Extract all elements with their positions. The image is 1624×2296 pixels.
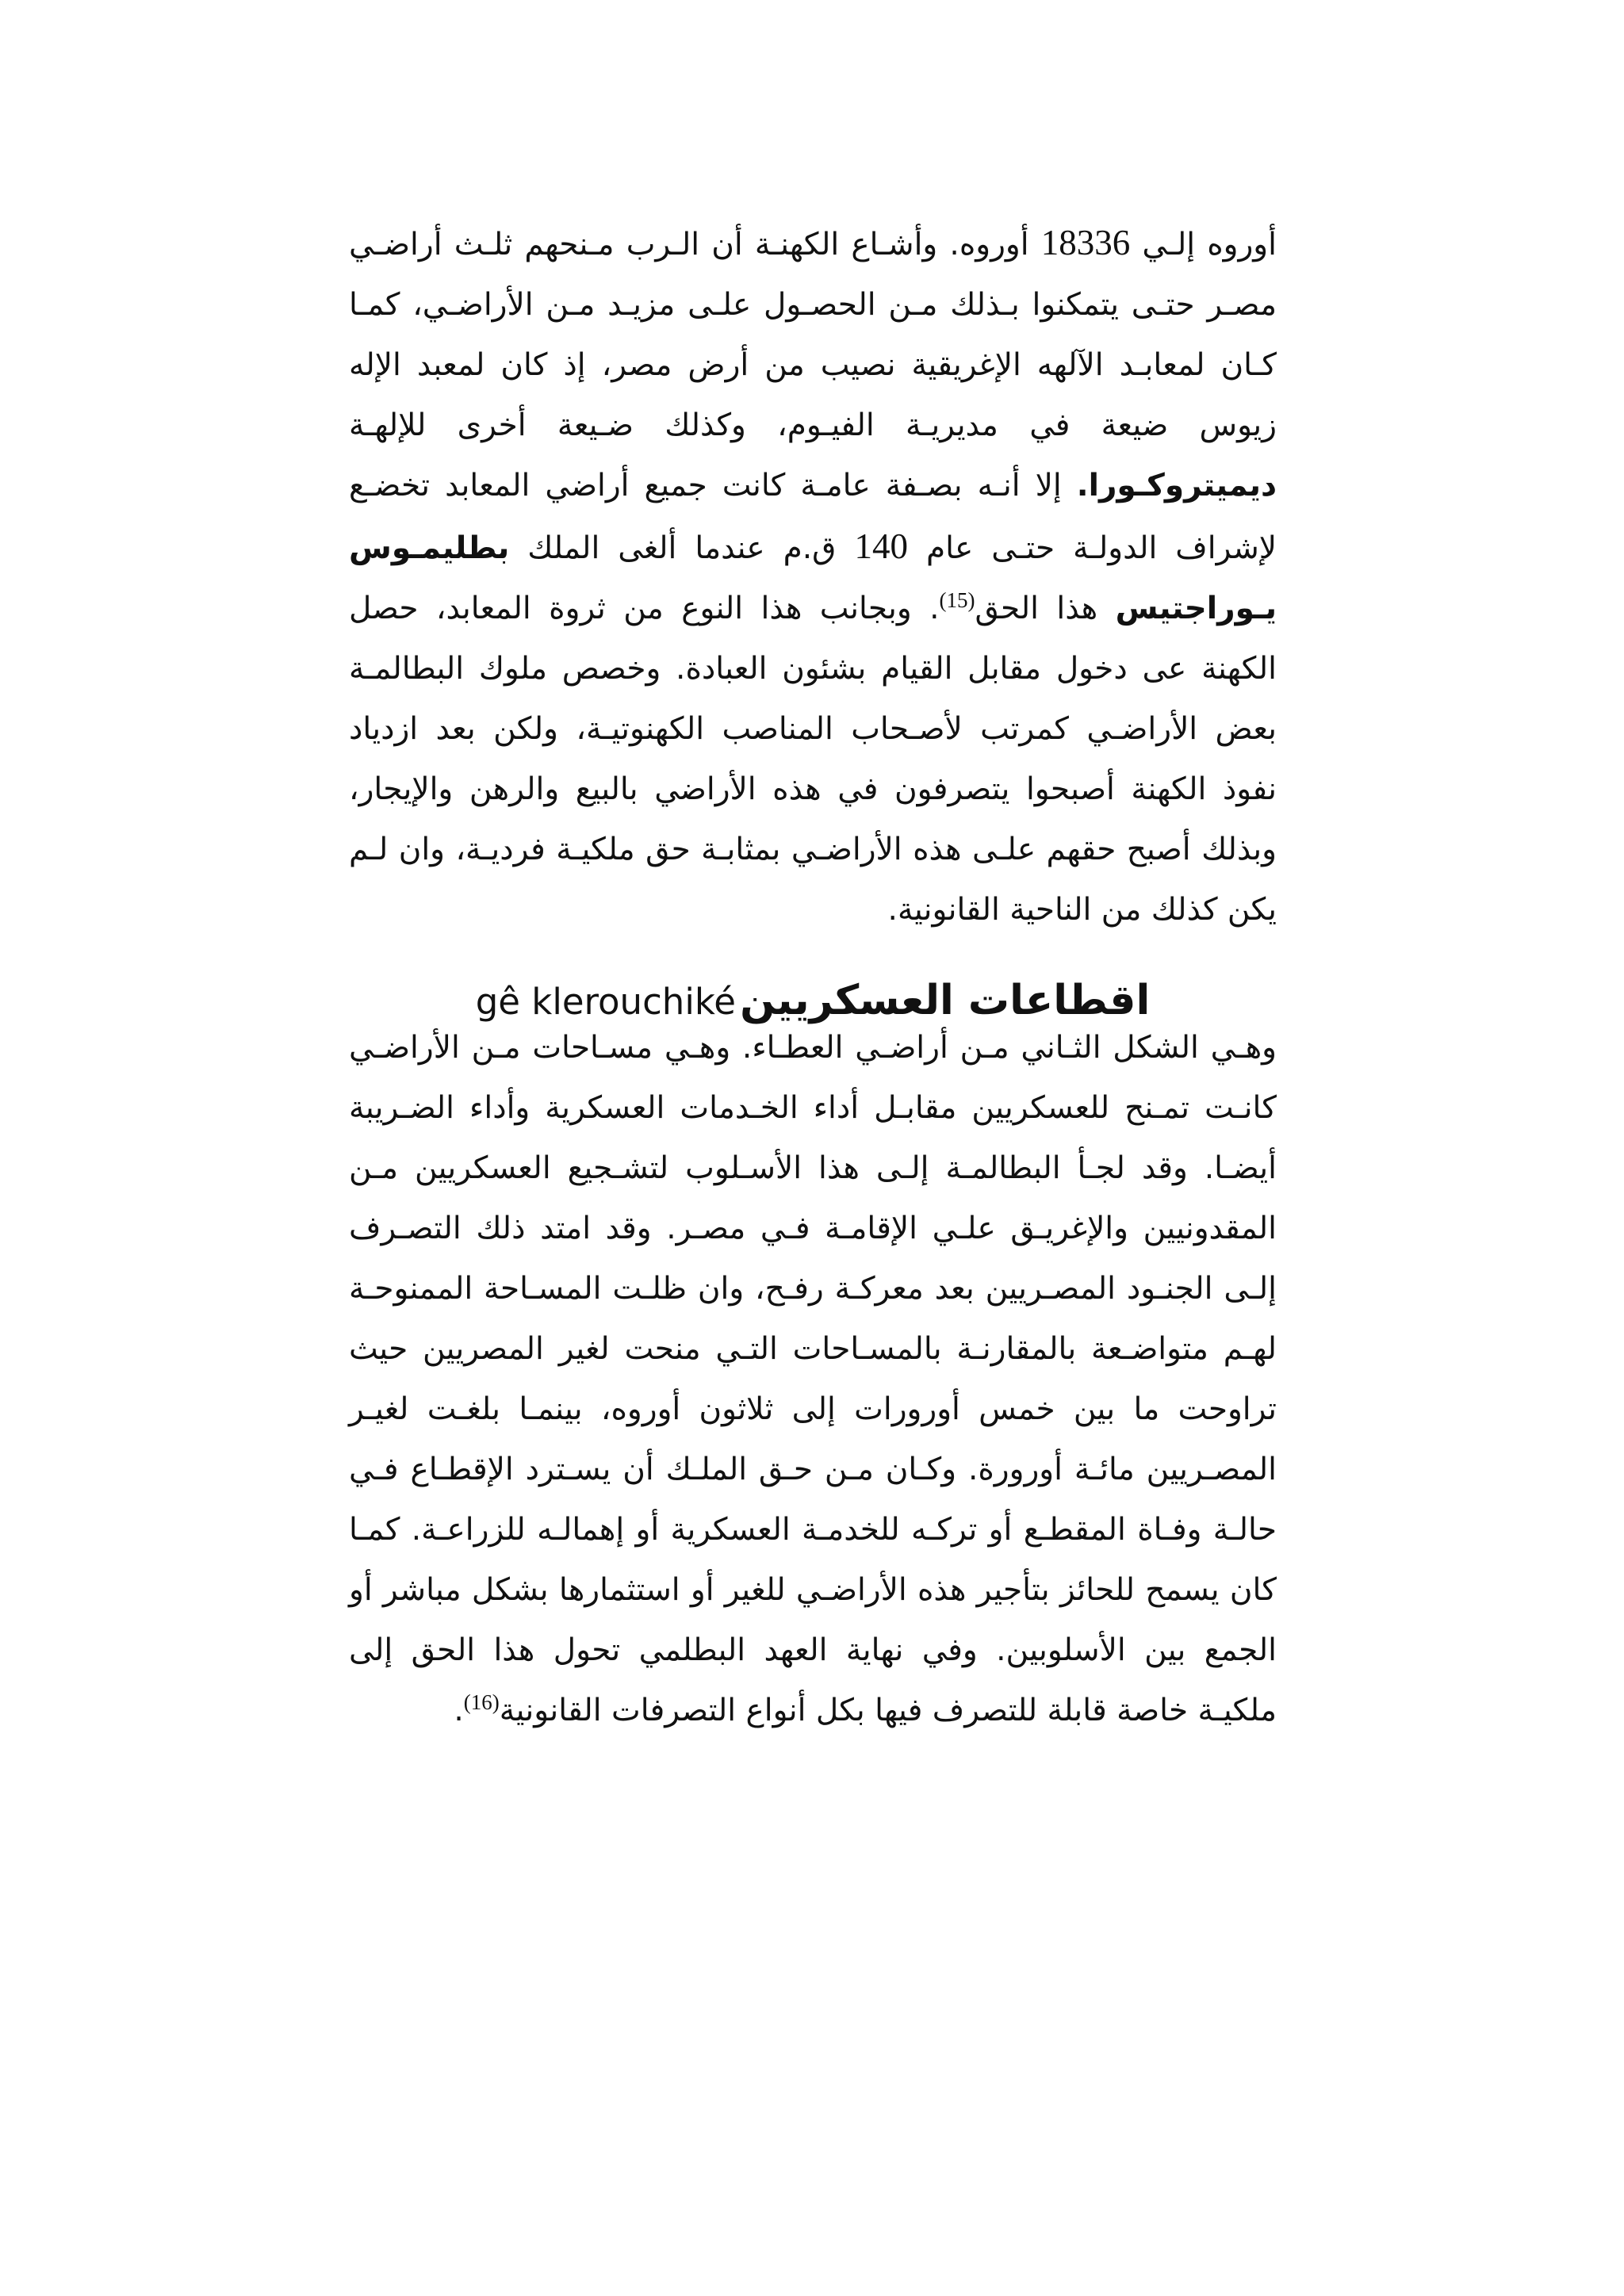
text-run: . bbox=[454, 1693, 464, 1728]
text-run: وهـي الشكل الثـاني مـن أراضـي العطـاء. وهـي مسـاحات مـن الأراضـي كانـت تمـنح للعسكريين مقابـل أداء الخـدمات العسكرية وأداء الضـريبة أيضـا. وقد لجـأ البطالمـة إلـى هذا الأسـلوب لتشـجيع العسكريين مـن المقدونيين والإغريـق علـي الإقامـة فـي مصـر. وقد امتد ذلك التصـرف إلـى الجنـود المصـريين بعد معركـة رفـح، وان ظلـت المسـاحة الممنوحـة لهـم متواضـعة بالمقارنـة بالمسـاحات التـي منحت لغير المصريين حيث تراوحت ما بين خمس أورورات إلى ثلاثون أوروه، بينمـا بلغـت لغيـر المصـريين مائـة أورورة. وكـان مـن حـق الملـك أن يسـترد الإقطـاع فـي حالـة وفـاة المقطـع أو تركـه للخدمـة العسكرية أو إهمالـه للزراعـة. كمـا كان يسمح للحائز بتأجير هذه الأراضـي للغير أو استثمارها بشكل مباشر أو الجمع بين الأسلوبين. وفي نهاية العهد البطلمي تحول هذا الحق إلى ملكيـة خاصة قابلة للتصرف فيها بكل أنواع التصرفات القانونية bbox=[349, 1030, 1277, 1728]
footnote-ref-16: (16) bbox=[463, 1690, 500, 1714]
paragraph-temple-lands bbox=[349, 212, 1277, 940]
text-run: ق.م عندما ألغى الملك bbox=[527, 530, 837, 566]
heading-arabic-title: اقطاعات العسكريين bbox=[740, 977, 1151, 1024]
text-run: إلا أنـه بصـفة عامـة كانت جميع أراضي المعابد تخضـع لإشراف الدولـة حتـى عام bbox=[349, 468, 1277, 566]
area-number: 18336 bbox=[1040, 223, 1131, 262]
bold-name-demetrokora: ديميتروكـورا. bbox=[1076, 468, 1277, 503]
year-number: 140 bbox=[854, 526, 908, 566]
heading-latin-term: gê klerouchiké bbox=[475, 981, 736, 1023]
text-run: أوروه. وأشـاع الكهنـة أن الـرب مـنحهم ثلـث أراضـي مصـر حتـى يتمكنوا بـذلك مـن الحصـول علـى مزيـد مـن الأراضـي، كمـا كـان لمعابـد الآلهه الإغريقية نصيب من أرض مصر، إذ كان لمعبد الإله زيوس ضيعة في مديريـة الفيـوم، وكذلك ضـيعة أخرى للإلهـة bbox=[349, 227, 1277, 443]
paragraph-military-lands bbox=[349, 1018, 1277, 1741]
text-run: هذا الحق bbox=[975, 591, 1098, 626]
paragraph-text bbox=[349, 1018, 1277, 1741]
bold-name-ptolemy-euergetes: بطليمـوس يـوراجتيس bbox=[349, 530, 1277, 626]
text-run: . وبجانب هذا النوع من ثروة المعابد، حصل الكهنة عى دخول مقابل القيام بشئون العبادة. وخصص ملوك البطالمـة بعض الأراضـي كمرتب لأصـحاب المناصب الكهنوتيـة، ولكن بعد ازدياد نفوذ الكهنة أصبحوا يتصرفون في هذه الأراضي بالبيع والرهن والإيجار، وبذلك أصبح حقهم علـى هذه الأراضـي بمثابـة حق ملكيـة فرديـة، وان لـم يكن كذلك من الناحية القانونية. bbox=[349, 591, 1277, 928]
text-run: أوروه إلـي bbox=[1142, 227, 1277, 262]
footnote-ref-15: (15) bbox=[939, 588, 975, 612]
paragraph-text bbox=[349, 212, 1277, 940]
